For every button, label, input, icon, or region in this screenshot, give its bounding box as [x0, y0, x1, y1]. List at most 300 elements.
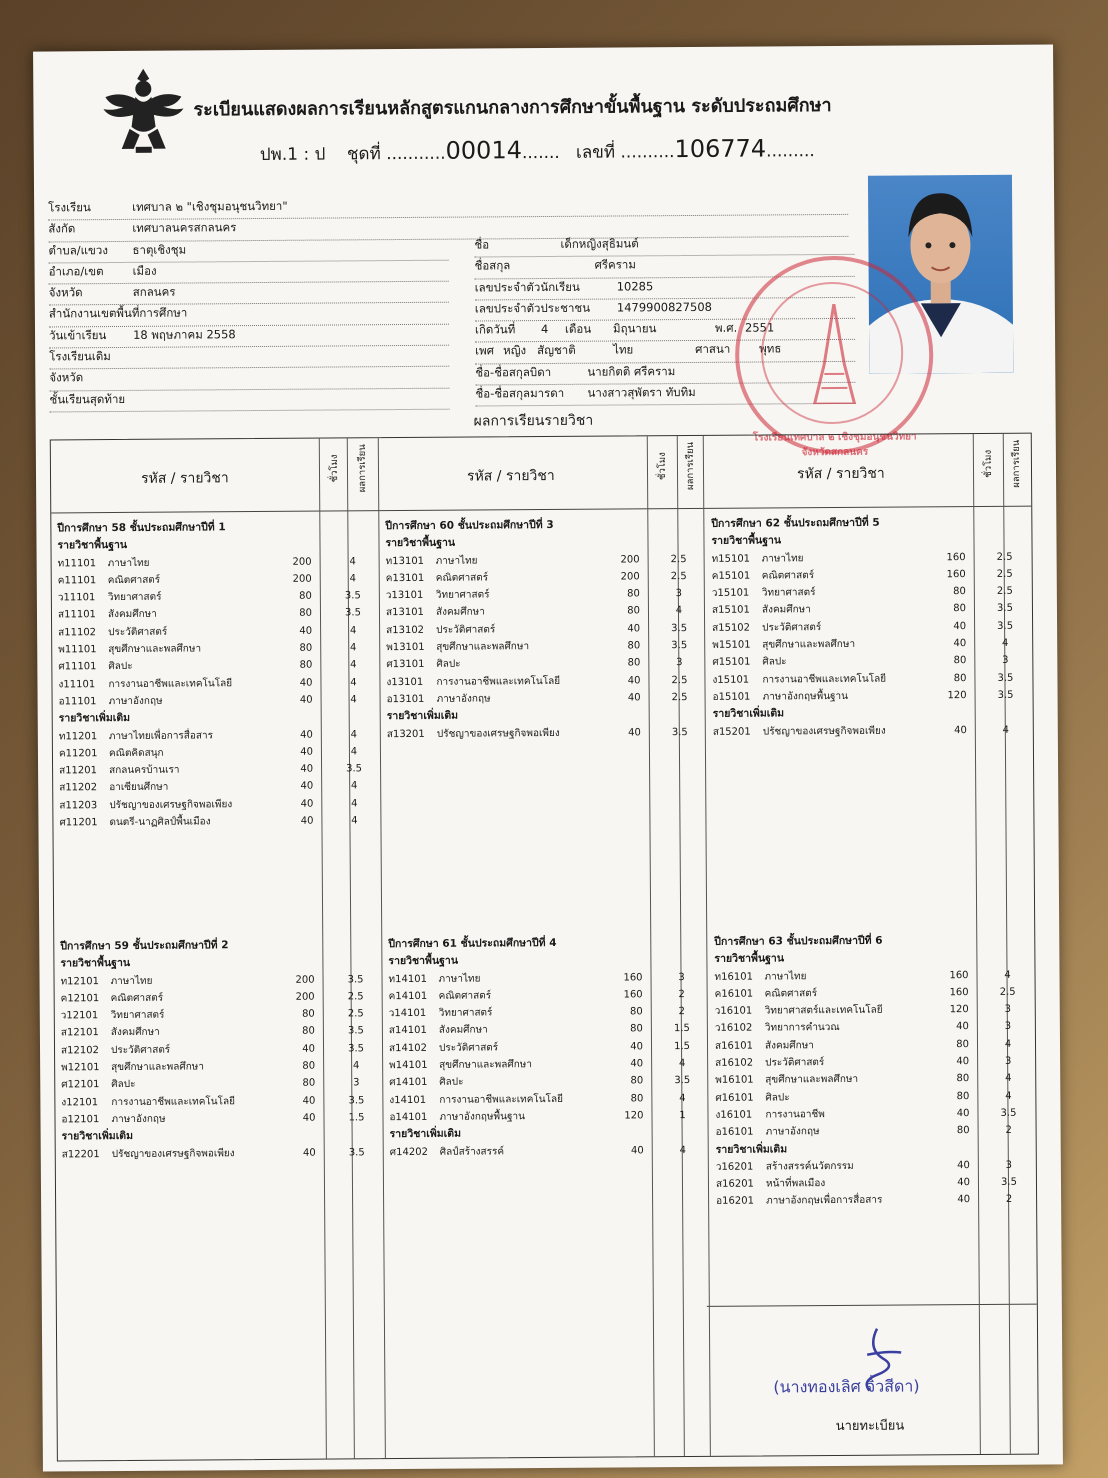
course-name: อาเซียนศึกษา — [109, 782, 169, 794]
course-grade: 4 — [1005, 1090, 1012, 1102]
course-row — [389, 1020, 705, 1040]
course-grade: 2.5 — [347, 991, 364, 1003]
course-row — [712, 635, 1028, 655]
course-hours: 40 — [300, 746, 313, 758]
course-name: สร้างสรรค์นวัตกรรม — [765, 1160, 854, 1173]
course-hours: 80 — [302, 1078, 316, 1090]
course-hours: 40 — [628, 726, 641, 739]
course-name: คณิตศาสตร์ — [110, 992, 164, 1004]
basic-subjects-label: รายวิชาพื้นฐาน — [711, 534, 782, 548]
course-name: ศิลปะ — [111, 1079, 136, 1091]
course-name: สุขศึกษาและพลศึกษา — [762, 638, 856, 651]
course-row — [59, 743, 377, 763]
course-grade: 3.5 — [346, 763, 363, 775]
course-row — [388, 969, 704, 989]
course-code: ส12201 — [61, 1148, 100, 1160]
course-hours: 200 — [292, 556, 312, 568]
course-name: ประวัติศาสตร์ — [110, 1044, 171, 1056]
course-name: ศิลปะ — [108, 661, 133, 673]
course-row — [386, 551, 702, 571]
course-row — [716, 1122, 1032, 1142]
course-name: การงานอาชีพและเทคโนโลยี — [111, 1095, 236, 1108]
course-hours: 40 — [630, 1144, 644, 1156]
course-grade: 4 — [1004, 969, 1011, 981]
course-grade: 3 — [1004, 1003, 1011, 1016]
course-code: ส11201 — [59, 765, 98, 777]
stamp-text: โรงเรียนเทศบาล ๒ เชิงชุมอนุชนวิทยา จังหวัดสกลนคร — [752, 431, 917, 459]
course-hours: 120 — [949, 1004, 969, 1016]
course-code: ง12101 — [61, 1096, 99, 1109]
course-name: การงานอาชีพและเทคโนโลยี — [108, 677, 233, 690]
course-row — [715, 1035, 1031, 1055]
course-row — [712, 652, 1028, 672]
course-hours: 80 — [956, 1073, 970, 1085]
course-grade: 4 — [350, 746, 358, 758]
course-name: สุขศึกษาและพลศึกษา — [108, 643, 202, 656]
extra-subjects-label: รายวิชาเพิ่มเติม — [389, 1127, 462, 1141]
course-name: สังคมศึกษา — [438, 1024, 488, 1037]
course-code: ท11201 — [58, 730, 98, 742]
course-code: ส16101 — [714, 1040, 753, 1052]
course-row — [59, 760, 377, 780]
course-name: วิทยาศาสตร์ — [110, 1009, 165, 1022]
course-code: ว16102 — [714, 1023, 753, 1035]
course-grade: 3.5 — [671, 622, 688, 634]
course-grade: 3 — [676, 657, 683, 669]
course-name: ปรัชญาของเศรษฐกิจพอเพียง — [436, 727, 560, 740]
basic-subjects-label: รายวิชาพื้นฐาน — [57, 539, 128, 552]
course-row — [59, 812, 377, 832]
course-name: วิทยาศาสตร์ — [438, 1007, 493, 1019]
course-row — [58, 622, 376, 642]
student-first-name-row: ชื่อ เด็กหญิงสุธิมนต์ — [474, 234, 854, 258]
section-title: ผลการเรียนรายวิชา — [473, 412, 594, 430]
year-block-p3 — [385, 516, 703, 743]
course-code: ค14101 — [388, 990, 428, 1003]
course-hours: 40 — [957, 1194, 971, 1206]
course-code: อ12101 — [61, 1114, 100, 1126]
religion: พุทธ — [759, 341, 782, 357]
school-info-label: ตำบล/แขวง — [48, 242, 108, 258]
course-hours: 160 — [623, 989, 643, 1001]
course-grade: 3.5 — [1000, 1176, 1017, 1189]
course-grade: 4 — [1002, 724, 1010, 736]
course-code: ง14101 — [389, 1094, 427, 1106]
course-grade: 3.5 — [997, 689, 1014, 701]
course-grade: 4 — [350, 780, 358, 792]
course-code: ส15102 — [712, 622, 751, 634]
course-code: ส12101 — [60, 1027, 99, 1039]
course-hours: 200 — [620, 553, 640, 566]
school-info-value: เทศบาลนครสกลนคร — [132, 220, 237, 236]
course-row — [58, 570, 376, 590]
course-grade: 4 — [350, 659, 357, 671]
course-hours: 80 — [302, 1026, 315, 1038]
course-code: ศ11201 — [59, 817, 98, 829]
course-hours: 120 — [624, 1110, 644, 1122]
course-hours: 40 — [302, 1147, 316, 1159]
course-grade: 1.5 — [673, 1023, 690, 1035]
form-code: ปพ.1 : ป — [259, 144, 326, 165]
nationality: ไทย — [613, 342, 634, 358]
course-row — [715, 1018, 1031, 1038]
course-code: ส11203 — [59, 799, 98, 812]
header-grade-2: ผลการเรียน — [684, 441, 697, 491]
course-name: วิทยาศาสตร์ — [107, 591, 162, 604]
school-info-row — [49, 303, 449, 327]
course-hours: 40 — [300, 763, 314, 775]
course-grade: 3 — [678, 971, 685, 983]
citizen-id-row: เลขประจำตัวประชาชน 1479900827508 — [475, 298, 855, 322]
header-subject-1: รหัส / รายวิชา — [140, 470, 229, 487]
course-name: ประวัติศาสตร์ — [108, 626, 168, 638]
course-row — [715, 1087, 1031, 1107]
course-hours: 40 — [956, 1056, 970, 1068]
course-grade: 2 — [678, 988, 685, 1000]
course-grade: 3 — [1002, 655, 1009, 667]
course-row — [58, 639, 376, 659]
birth-day: 4 — [540, 322, 549, 337]
course-code: ส13201 — [386, 728, 425, 740]
course-row — [387, 689, 703, 709]
header-hours-3: ชั่วโมง — [982, 449, 995, 478]
course-code: ศ14202 — [389, 1146, 428, 1158]
course-row — [61, 988, 379, 1008]
course-code: อ16201 — [716, 1196, 754, 1208]
course-hours: 80 — [956, 1125, 970, 1137]
course-code: ค12101 — [60, 993, 100, 1005]
course-hours: 160 — [946, 551, 966, 563]
course-name: สังคมศึกษา — [764, 1039, 814, 1052]
course-row — [386, 568, 702, 588]
course-code: พ14101 — [389, 1059, 428, 1072]
course-name: ภาษาไทย — [761, 552, 804, 565]
course-code: ศ15101 — [712, 656, 751, 669]
student-id: 10285 — [616, 278, 654, 294]
course-hours: 160 — [623, 971, 643, 984]
course-name: สังคมศึกษา — [435, 606, 485, 619]
course-row — [61, 1005, 379, 1025]
course-hours: 200 — [295, 974, 315, 986]
school-info-value: สกลนคร — [132, 284, 176, 300]
course-row — [712, 617, 1028, 637]
course-row — [389, 1003, 705, 1023]
year-heading: ปีการศึกษา 62 ชั้นประถมศึกษาปีที่ 5 — [711, 516, 880, 530]
course-code: ว12101 — [60, 1010, 99, 1022]
course-row — [58, 553, 376, 573]
registrar-signature-name: (นางทองเลิศ จิ้วสีดา) — [773, 1376, 920, 1397]
number-label: เลขที่ — [575, 142, 616, 163]
course-row — [389, 1055, 705, 1075]
school-info-row — [49, 346, 449, 370]
course-hours: 40 — [956, 1021, 969, 1033]
basic-subjects-label: รายวิชาพื้นฐาน — [388, 954, 459, 968]
course-hours: 40 — [302, 1112, 316, 1124]
course-hours: 200 — [620, 571, 640, 583]
course-grade: 4 — [352, 1060, 360, 1072]
mother-row: ชื่อ-ชื่อสกุลมารดา นางสาวสุพัตรา ทับทิม — [475, 383, 855, 407]
school-info-row — [48, 239, 448, 263]
course-row — [715, 1105, 1031, 1125]
course-code: ศ16101 — [715, 1092, 754, 1104]
course-row — [387, 723, 703, 743]
course-grade: 4 — [350, 677, 357, 689]
course-row — [386, 602, 702, 622]
course-code: อ14101 — [389, 1111, 428, 1124]
course-hours: 40 — [953, 638, 967, 650]
course-code: ส11102 — [58, 626, 97, 639]
course-code: ศ13101 — [386, 659, 425, 671]
course-code: ว16101 — [714, 1005, 753, 1018]
course-hours: 80 — [630, 1023, 643, 1035]
course-grade: 3 — [675, 588, 683, 600]
course-hours: 80 — [627, 640, 641, 652]
course-row — [386, 585, 702, 605]
course-grade: 4 — [1005, 1073, 1012, 1085]
course-grade: 4 — [349, 555, 356, 567]
course-row — [58, 587, 376, 607]
basic-subjects-label: รายวิชาพื้นฐาน — [60, 957, 131, 970]
course-hours: 40 — [630, 1058, 644, 1070]
course-code: ค11201 — [58, 748, 98, 760]
year-heading: ปีการศึกษา 63 ชั้นประถมศึกษาปีที่ 6 — [714, 934, 883, 948]
mother-name: นางสาวสุพัตรา ทับทิม — [587, 385, 696, 400]
course-grade: 4 — [679, 1092, 686, 1104]
course-code: พ13101 — [386, 641, 425, 654]
school-info-value: 18 พฤษภาคม 2558 — [132, 326, 236, 342]
course-row — [715, 1070, 1031, 1090]
course-row — [712, 600, 1028, 620]
extra-subjects-label: รายวิชาเพิ่มเติม — [386, 709, 459, 723]
course-hours: 80 — [299, 642, 313, 654]
course-name: สังคมศึกษา — [761, 604, 811, 616]
course-row — [58, 674, 376, 694]
year-block-p1 — [57, 518, 377, 832]
course-name: หน้าที่พลเมือง — [765, 1178, 826, 1190]
course-row — [386, 654, 702, 674]
year-block-p6 — [714, 932, 1032, 1211]
course-grade: 3.5 — [996, 603, 1013, 615]
course-name: สุขศึกษาและพลศึกษา — [765, 1074, 859, 1086]
course-hours: 40 — [300, 781, 314, 793]
course-hours: 200 — [295, 991, 315, 1003]
course-name: ภาษาอังกฤษพื้นฐาน — [439, 1111, 525, 1123]
course-grade: 3 — [353, 1077, 360, 1089]
birth-year: 2551 — [744, 320, 775, 335]
year-block-p4 — [388, 934, 706, 1161]
course-hours: 40 — [299, 694, 313, 706]
course-hours: 40 — [627, 675, 641, 687]
course-code: อ13101 — [386, 693, 425, 706]
course-grade: 1.5 — [674, 1040, 691, 1052]
course-grade: 4 — [349, 573, 356, 585]
course-row — [715, 1001, 1031, 1021]
school-info-row — [49, 367, 449, 391]
course-name: สุขศึกษาและพลศึกษา — [436, 641, 530, 653]
course-name: ศิลปะ — [765, 1091, 790, 1104]
course-name: วิทยาศาสตร์และเทคโนโลยี — [764, 1004, 883, 1017]
extra-subjects-label: รายวิชาเพิ่มเติม — [61, 1130, 134, 1143]
course-name: คณิตศาสตร์ — [761, 570, 815, 582]
course-grade: 2.5 — [670, 553, 687, 565]
course-code: ว16201 — [715, 1161, 754, 1173]
course-code: ส14101 — [388, 1025, 427, 1037]
course-grade: 3 — [1004, 1021, 1012, 1033]
course-row — [58, 605, 376, 625]
course-hours: 80 — [953, 586, 966, 598]
course-name: ปรัชญาของเศรษฐกิจพอเพียง — [109, 798, 233, 811]
course-row — [59, 795, 377, 815]
school-info-value: เทศบาล ๒ "เชิงชุมอนุชนวิทยา" — [132, 198, 288, 214]
course-grade: 3.5 — [347, 973, 364, 985]
course-grade: 3.5 — [674, 1075, 691, 1087]
course-row — [712, 566, 1028, 586]
course-name: ภาษาไทย — [107, 557, 150, 569]
course-grade: 2.5 — [671, 691, 688, 704]
course-row — [389, 1038, 705, 1058]
student-last-name-row: ชื่อสกุล ศรีคราม — [475, 255, 855, 279]
course-code: ว14101 — [388, 1008, 427, 1020]
course-code: ส14102 — [388, 1042, 427, 1054]
course-row — [58, 657, 376, 677]
course-name: คณิตศาสตร์ — [107, 574, 161, 586]
course-hours: 40 — [957, 1159, 970, 1172]
course-name: วิทยาศาสตร์ — [435, 589, 490, 601]
course-code: พ12101 — [61, 1062, 100, 1074]
course-name: ประวัติศาสตร์ — [765, 1057, 825, 1069]
year-heading: ปีการศึกษา 59 ชั้นประถมศึกษาปีที่ 2 — [60, 939, 229, 953]
course-row — [389, 1107, 705, 1127]
school-info-row — [49, 261, 449, 285]
set-label: ชุดที่ — [346, 144, 381, 165]
extra-subjects-label: รายวิชาเพิ่มเติม — [715, 1142, 788, 1156]
number-value: 106774 — [674, 134, 767, 164]
course-grade: 2 — [1005, 1194, 1013, 1206]
course-code: ค11101 — [57, 575, 97, 587]
course-hours: 160 — [946, 568, 966, 581]
course-name: คณิตคิดสนุก — [108, 747, 164, 759]
course-row — [59, 691, 377, 711]
course-hours: 80 — [630, 1006, 643, 1018]
course-hours: 80 — [956, 1038, 970, 1050]
birth-month: มิถุนายน — [612, 321, 657, 336]
course-code: พ15101 — [712, 639, 751, 651]
course-row — [389, 1090, 705, 1110]
course-name: ภาษาไทย — [764, 970, 807, 983]
course-grade: 1.5 — [348, 1112, 365, 1124]
registrar-title: นายทะเบียน — [835, 1418, 905, 1435]
course-hours: 200 — [292, 573, 312, 585]
course-name: ศิลปะ — [439, 1076, 464, 1089]
course-code: พ11101 — [58, 644, 97, 656]
course-grade: 2.5 — [347, 1008, 364, 1020]
basic-subjects-label: รายวิชาพื้นฐาน — [385, 536, 456, 550]
course-hours: 160 — [949, 969, 969, 981]
school-info-label: วันเข้าเรียน — [48, 327, 107, 343]
course-code: ศ12101 — [61, 1079, 100, 1091]
course-code: ส15101 — [711, 605, 750, 617]
course-code: ว11101 — [57, 592, 96, 604]
course-name: ภาษาอังกฤษ — [765, 1126, 820, 1138]
course-row — [715, 1053, 1031, 1073]
year-heading: ปีการศึกษา 61 ชั้นประถมศึกษาปีที่ 4 — [388, 936, 557, 951]
header-grade-3: ผลการเรียน — [1010, 439, 1023, 488]
course-grade: 4 — [675, 605, 683, 617]
course-grade: 3 — [1005, 1159, 1013, 1171]
course-row — [714, 966, 1030, 986]
course-code: พ16101 — [715, 1074, 754, 1087]
course-grade: 1 — [679, 1110, 686, 1122]
grades-table — [50, 433, 1039, 1462]
course-name: วิทยาการคำนวณ — [764, 1022, 840, 1034]
course-grade: 4 — [349, 625, 357, 637]
school-info-value: ธาตุเชิงชุม — [132, 242, 187, 257]
course-name: การงานอาชีพและเทคโนโลยี — [762, 673, 887, 686]
course-name: ประวัติศาสตร์ — [762, 621, 822, 634]
course-grade: 3.5 — [671, 726, 688, 738]
course-grade: 4 — [350, 728, 358, 740]
course-hours: 40 — [300, 815, 314, 827]
course-hours: 80 — [299, 660, 313, 672]
course-grade: 4 — [350, 694, 357, 706]
course-grade: 2.5 — [671, 674, 688, 686]
course-hours: 40 — [299, 625, 313, 637]
course-hours: 80 — [302, 1008, 315, 1020]
course-name: ดนตรี-นาฏศิลป์พื้นเมือง — [109, 816, 211, 829]
course-row — [386, 620, 702, 640]
course-row — [713, 687, 1029, 707]
course-row — [59, 778, 377, 798]
course-hours: 80 — [302, 1060, 316, 1072]
course-hours: 80 — [627, 588, 640, 600]
father-name: นายกิตติ ศรีคราม — [587, 363, 676, 379]
school-info-row — [49, 324, 449, 348]
course-name: สุขศึกษาและพลศึกษา — [111, 1061, 205, 1074]
course-name: ศิลปะ — [436, 658, 461, 671]
course-grade: 4 — [1004, 1038, 1012, 1050]
year-heading: ปีการศึกษา 60 ชั้นประถมศึกษาปีที่ 3 — [385, 518, 554, 533]
course-name: ประวัติศาสตร์ — [436, 624, 496, 636]
sex-nationality-row: เพศ หญิง สัญชาติ ไทย ศาสนา พุทธ — [475, 340, 855, 364]
course-name: ปรัชญาของเศรษฐกิจพอเพียง — [111, 1147, 235, 1160]
year-block-p5 — [711, 514, 1029, 741]
birth-date-row: เกิดวันที่ 4 เดือน มิถุนายน พ.ศ. 2551 — [475, 319, 855, 343]
course-code: ง16101 — [715, 1109, 753, 1121]
course-row — [389, 986, 705, 1006]
course-code: ค13101 — [385, 572, 425, 585]
header-hours-1: ชั่วโมง — [328, 454, 341, 483]
course-grade: 3 — [1004, 1055, 1012, 1067]
course-row — [716, 1174, 1032, 1194]
course-name: ปรัชญาของเศรษฐกิจพอเพียง — [762, 725, 886, 738]
basic-subjects-label: รายวิชาพื้นฐาน — [714, 952, 785, 966]
course-hours: 40 — [956, 1108, 970, 1120]
course-grade: 3.5 — [1000, 1107, 1017, 1119]
header-grade-1: ผลการเรียน — [356, 444, 369, 493]
course-code: ส16201 — [715, 1178, 754, 1190]
course-row — [715, 984, 1031, 1004]
course-name: การงานอาชีพและเทคโนโลยี — [439, 1093, 564, 1106]
course-hours: 80 — [953, 603, 967, 615]
course-name: ภาษาไทย — [435, 555, 478, 567]
course-grade: 3.5 — [348, 1043, 365, 1055]
course-hours: 40 — [953, 620, 967, 632]
course-grade: 4 — [679, 1144, 686, 1156]
course-name: ประวัติศาสตร์ — [438, 1042, 499, 1054]
course-code: ท15101 — [711, 553, 751, 565]
document-title: ระเบียนแสดงผลการเรียนหลักสูตรแกนกลางการศึกษาขั้นพื้นฐาน ระดับประถมศึกษา — [193, 95, 832, 121]
course-row — [61, 1040, 379, 1060]
